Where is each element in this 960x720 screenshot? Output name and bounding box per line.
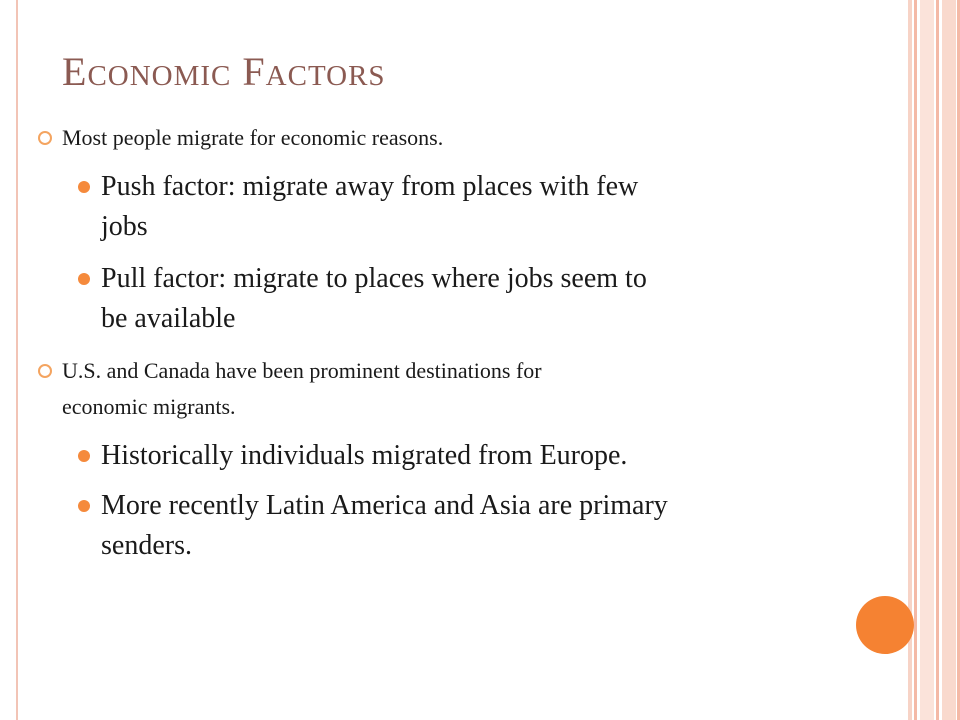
bullet-1-text: Most people migrate for economic reasons. bbox=[62, 125, 444, 150]
sub-bullet-4-line1: More recently Latin America and Asia are primary bbox=[101, 490, 668, 521]
stripe-5 bbox=[942, 0, 956, 720]
sub-bullet-4-line2: senders. bbox=[101, 530, 192, 561]
right-decorative-stripes bbox=[908, 0, 960, 720]
bullet-2-line2: economic migrants. bbox=[62, 394, 236, 419]
bullet-dot-icon bbox=[78, 450, 90, 462]
sub-bullet-3-line1: Historically individuals migrated from Europe. bbox=[101, 440, 628, 471]
bullet-ring-icon bbox=[38, 364, 52, 378]
sub-bullet-1-line1: Push factor: migrate away from places with few bbox=[101, 171, 639, 202]
bullet-ring-icon bbox=[38, 131, 52, 145]
sub-bullet-2-line2: be available bbox=[101, 303, 236, 334]
stripe-2 bbox=[914, 0, 917, 720]
stripe-3 bbox=[920, 0, 934, 720]
orange-circle-decoration bbox=[856, 596, 914, 654]
bullet-dot-icon bbox=[78, 273, 90, 285]
left-border-line bbox=[16, 0, 18, 720]
bullet-dot-icon bbox=[78, 500, 90, 512]
sub-bullet-2-line1: Pull factor: migrate to places where jobs seem to bbox=[101, 263, 647, 294]
title-word1-initial: E bbox=[62, 49, 88, 94]
slide-title bbox=[62, 48, 386, 95]
title-word2-initial: F bbox=[242, 49, 266, 94]
stripe-4 bbox=[936, 0, 939, 720]
bullet-2-line1: U.S. and Canada have been prominent destinations for bbox=[62, 358, 542, 383]
sub-bullet-1-line2: jobs bbox=[101, 211, 148, 242]
bullet-dot-icon bbox=[78, 181, 90, 193]
title-word1-rest: CONOMIC bbox=[87, 60, 232, 92]
title-word2-rest: ACTORS bbox=[265, 60, 386, 92]
